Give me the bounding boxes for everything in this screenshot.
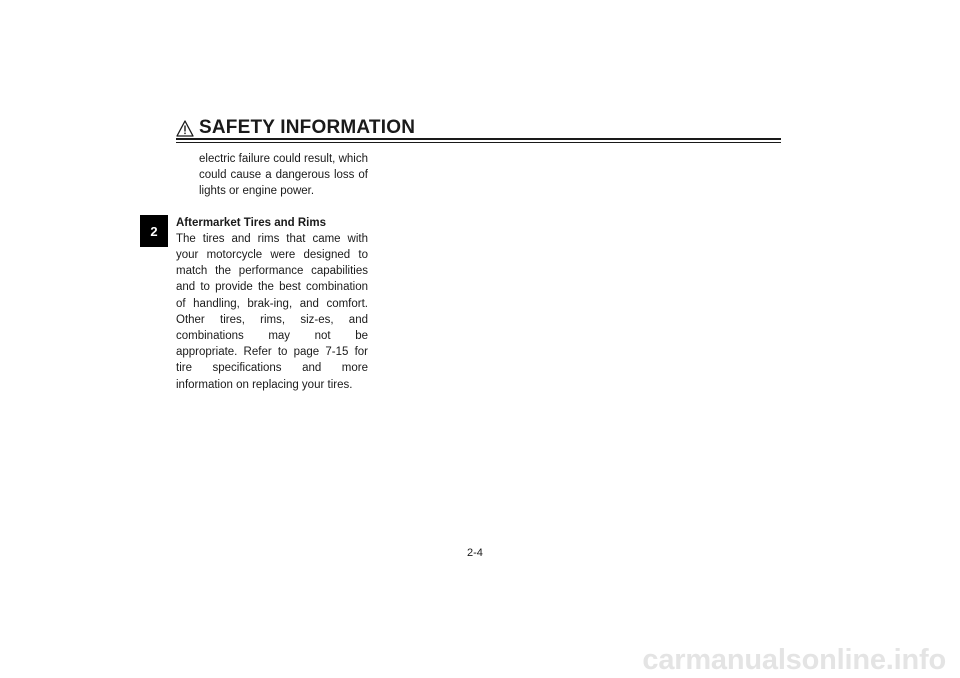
page-title: SAFETY INFORMATION [199,117,416,138]
main-text-column [176,151,368,393]
chapter-tab [140,215,168,247]
continued-paragraph: electric failure could result, which could cause a dangerous loss of lights or engine power. [199,153,368,198]
page-header [176,118,415,138]
section-paragraph: The tires and rims that came with your motorcycle were designed to match the performance capabilities and to provide the best combination of handling, brak-ing, and comfort. Other tires, rims, siz-es, and combinations may not be appropriate. Refer to page 7-15 for tire specifications and more information on replacing your tires. [176,232,368,391]
header-rule-thin [176,142,781,143]
header-rule [176,138,781,140]
warning-triangle-icon [176,120,194,137]
page-number: 2-4 [467,547,483,559]
section-heading: Aftermarket Tires and Rims [176,216,326,229]
watermark-logo: carmanualsonline.info [642,644,946,676]
chapter-number: 2 [150,223,158,239]
